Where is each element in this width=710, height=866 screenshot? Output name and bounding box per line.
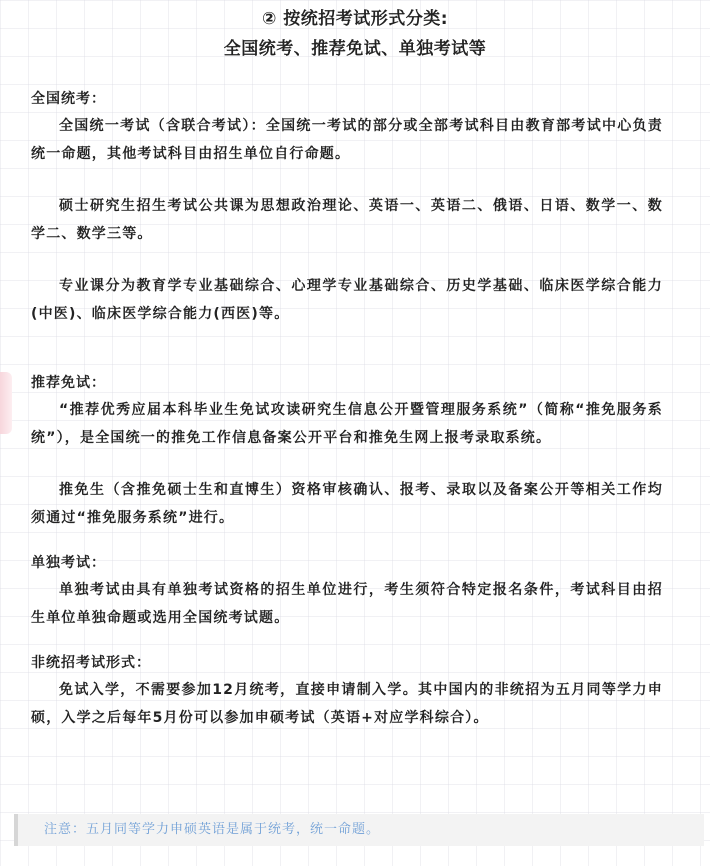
section-heading-national-exam: 全国统考：	[31, 91, 106, 107]
section-heading-non-unified: 非统招考试形式：	[31, 655, 151, 671]
national-exam-paragraph-2: 硕士研究生招生考试公共课为思想政治理论、英语一、英语二、俄语、日语、数学一、数学二、数学三等。	[31, 198, 663, 242]
national-exam-paragraph-1: 全国统一考试（含联合考试）：全国统一考试的部分或全部考试科目由教育部考试中心负责统一命题，其他考试科目由招生单位自行命题。	[31, 118, 663, 162]
note-callout	[14, 814, 704, 846]
section-heading-independent-exam: 单独考试：	[31, 555, 106, 571]
article-body	[31, 86, 663, 732]
independent-exam-paragraph: 单独考试由具有单独考试资格的招生单位进行，考生须符合特定报名条件，考试科目由招生单位单独命题或选用全国统考试题。	[31, 582, 663, 626]
recommendation-paragraph-2: 推免生（含推免硕士生和直博生）资格审核确认、报考、录取以及备案公开等相关工作均须通过“推免服务系统”进行。	[31, 482, 663, 526]
note-text: 注意：五月同等学力申硕英语是属于统考，统一命题。	[44, 822, 381, 837]
page-header	[0, 6, 710, 62]
decorative-side-tab	[0, 372, 12, 434]
header-title-line2: 全国统考、推荐免试、单独考试等	[223, 39, 487, 59]
header-title-line1: ② 按统招考试形式分类:	[261, 9, 449, 29]
national-exam-paragraph-3: 专业课分为教育学专业基础综合、心理学专业基础综合、历史学基础、临床医学综合能力(中医)、临床医学综合能力(西医)等。	[31, 278, 663, 322]
recommendation-paragraph-1: “推荐优秀应届本科毕业生免试攻读研究生信息公开暨管理服务系统”（简称“推免服务系统”），是全国统一的推免工作信息备案公开平台和推免生网上报考录取系统。	[31, 402, 663, 446]
non-unified-paragraph: 免试入学，不需要参加12月统考，直接申请制入学。其中国内的非统招为五月同等学力申硕，入学之后每年5月份可以参加申硕考试（英语+对应学科综合）。	[31, 682, 663, 726]
section-heading-recommendation: 推荐免试：	[31, 375, 106, 391]
